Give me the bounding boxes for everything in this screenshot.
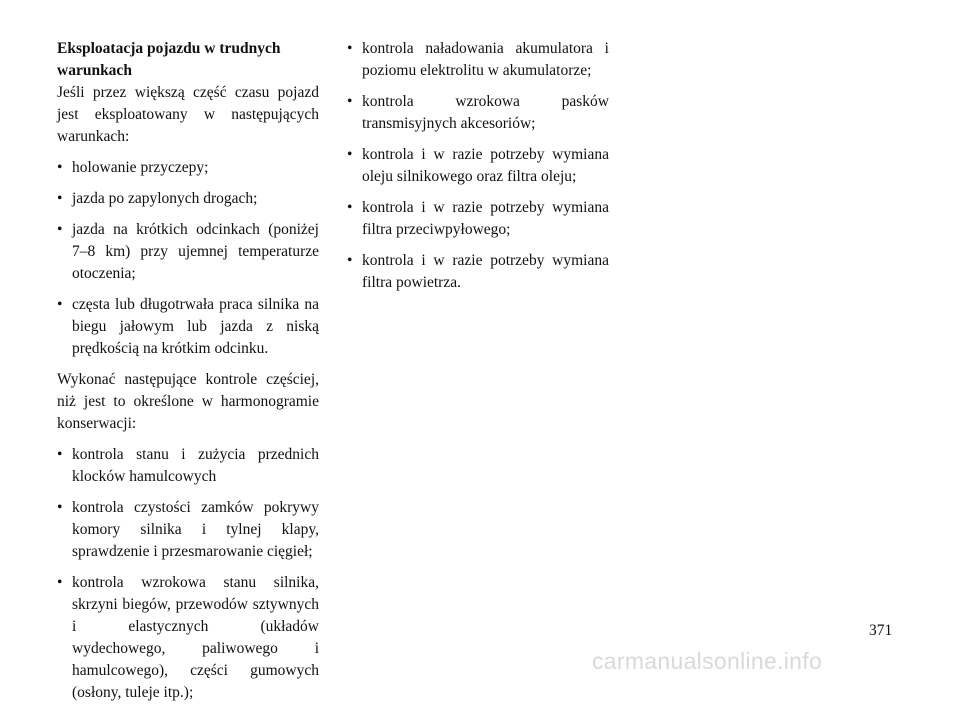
bullet-icon: •: [57, 221, 63, 238]
list-item: • kontrola i w razie potrzeby wymiana filtra powietrza.: [347, 252, 609, 291]
list-item: • jazda na krótkich odcinkach (poniżej 7–8 km) przy ujemnej temperaturze otoczenia;: [57, 221, 319, 282]
checks-intro-paragraph: Wykonać następujące kontrole częściej, niż jest to określone w harmonogramie konserwacji:: [57, 371, 319, 432]
list-item: • kontrola wzrokowa stanu silnika, skrzyni biegów, przewodów sztywnych i elastycznych (układów wydechowego, paliwowego i hamulcowego), części gumowych (osłony, tuleje itp.);: [57, 574, 319, 701]
left-column: [57, 38, 319, 704]
bullet-icon: •: [347, 252, 353, 269]
bullet-icon: •: [347, 40, 353, 57]
page-number: 371: [869, 622, 893, 639]
bullet-icon: •: [57, 190, 63, 207]
checks-list-left: [57, 444, 319, 704]
list-item: • jazda po zapylonych drogach;: [57, 188, 319, 210]
bullet-icon: •: [57, 159, 63, 176]
list-item: • kontrola stanu i zużycia przednich klocków hamulcowych: [57, 446, 319, 485]
bullet-icon: •: [347, 93, 353, 110]
bullet-icon: •: [57, 446, 63, 463]
section-heading: Eksploatacja pojazdu w trudnych warunkach: [57, 40, 281, 79]
checks-list-right: [347, 38, 609, 294]
list-item: • częsta lub długotrwała praca silnika na biegu jałowym lub jazda z niską prędkością na krótkim odcinku.: [57, 296, 319, 357]
bullet-icon: •: [347, 146, 353, 163]
list-item: • kontrola wzrokowa pasków transmisyjnych akcesoriów;: [347, 93, 609, 132]
bullet-icon: •: [57, 296, 63, 313]
list-item: • kontrola i w razie potrzeby wymiana filtra przeciwpyłowego;: [347, 199, 609, 238]
bullet-icon: •: [347, 199, 353, 216]
bullet-icon: •: [57, 574, 63, 591]
list-item: • kontrola czystości zamków pokrywy komory silnika i tylnej klapy, sprawdzenie i przesmarowanie cięgieł;: [57, 499, 319, 560]
list-item: • holowanie przyczepy;: [57, 157, 319, 179]
list-item: • kontrola naładowania akumulatora i poziomu elektrolitu w akumulatorze;: [347, 40, 609, 79]
bullet-icon: •: [57, 499, 63, 516]
list-item: • kontrola i w razie potrzeby wymiana oleju silnikowego oraz filtra oleju;: [347, 146, 609, 185]
intro-paragraph: Jeśli przez większą część czasu pojazd jest eksploatowany w następujących warunkach:: [57, 84, 319, 145]
watermark: carmanualsonline.info: [592, 648, 823, 674]
conditions-list: [57, 157, 319, 360]
right-column: [347, 38, 609, 294]
